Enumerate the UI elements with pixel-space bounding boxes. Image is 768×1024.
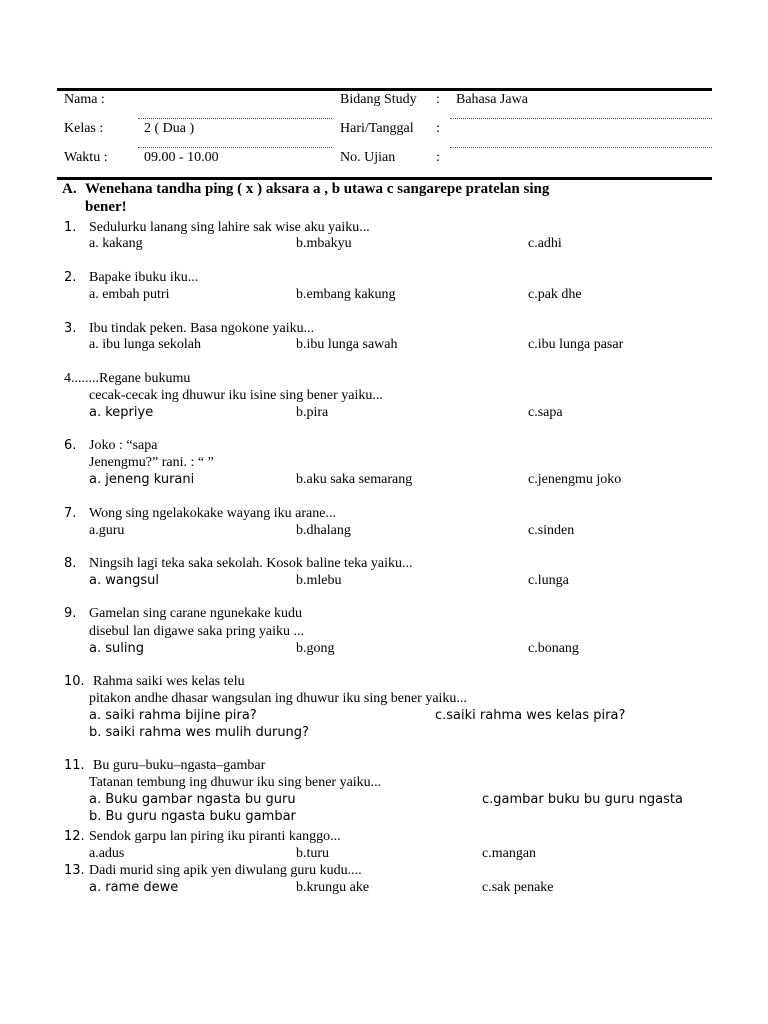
bidang-value: Bahasa Jawa	[456, 92, 528, 107]
ujian-label: No. Ujian	[340, 150, 396, 165]
option-a: a.adus	[89, 846, 125, 861]
question-number: 6.	[64, 438, 77, 453]
option-b: b.pira	[296, 405, 329, 420]
waktu-value: 09.00 - 10.00	[144, 150, 219, 165]
nama-label: Nama :	[64, 92, 105, 107]
question-text: 4........Regane bukumu	[64, 371, 191, 386]
section-instruction-line1: Wenehana tandha ping ( x ) aksara a , b utawa c sangarepe pratelan sing	[85, 181, 550, 197]
option-b: b.ibu lunga sawah	[296, 337, 398, 352]
question-number: 9.	[64, 606, 77, 621]
hari-colon: :	[436, 121, 440, 136]
nama-fill-line	[138, 118, 332, 119]
question-text: Ningsih lagi teka saka sekolah. Kosok baline teka yaiku...	[89, 556, 413, 571]
option-c: c.gambar buku bu guru ngasta	[482, 792, 683, 807]
option-c: c.bonang	[528, 641, 579, 656]
option-b: b.turu	[296, 846, 330, 861]
ujian-colon: :	[436, 150, 440, 165]
option-c: c.pak dhe	[528, 287, 582, 302]
question-text: Rahma saiki wes kelas telu	[93, 674, 245, 689]
option-c: c.sinden	[528, 523, 575, 538]
option-a: a. rame dewe	[89, 880, 179, 895]
option-a: a. ibu lunga sekolah	[89, 337, 201, 352]
question-number: 2.	[64, 270, 77, 285]
header-top-rule	[57, 88, 712, 91]
waktu-label: Waktu :	[64, 150, 108, 165]
question-text: Bu guru–buku–ngasta–gambar	[93, 758, 266, 773]
hari-fill-line	[450, 147, 712, 148]
option-b: b. Bu guru ngasta buku gambar	[89, 809, 296, 824]
option-c: c.saiki rahma wes kelas pira?	[435, 708, 626, 723]
question-text: Wong sing ngelakokake wayang iku arane...	[89, 506, 336, 521]
option-a: a. embah putri	[89, 287, 170, 302]
option-a: a. Buku gambar ngasta bu guru	[89, 792, 296, 807]
hari-label: Hari/Tanggal	[340, 121, 414, 136]
option-b: b.dhalang	[296, 523, 351, 538]
bidang-label: Bidang Study	[340, 92, 417, 107]
question-number: 10.	[64, 674, 85, 689]
header-bottom-rule	[57, 177, 712, 180]
section-letter: A.	[62, 181, 77, 197]
bidang-colon: :	[436, 92, 440, 107]
question-number: 7.	[64, 506, 77, 521]
kelas-fill-line	[138, 147, 332, 148]
option-c: c.mangan	[482, 846, 537, 861]
question-number: 13.	[64, 863, 85, 878]
kelas-label: Kelas :	[64, 121, 104, 136]
question-text: Sedulurku lanang sing lahire sak wise aku yaiku...	[89, 220, 370, 235]
option-a: a. jeneng kurani	[89, 472, 195, 487]
question-number: 12.	[64, 829, 85, 844]
question-number: 8.	[64, 556, 77, 571]
question-text-line2: Tatanan tembung ing dhuwur iku sing bener yaiku...	[89, 775, 382, 790]
option-a: a.guru	[89, 523, 125, 538]
question-text: Dadi murid sing apik yen diwulang guru kudu....	[89, 863, 362, 878]
option-c: c.jenengmu joko	[528, 472, 622, 487]
option-c: c.sak penake	[482, 880, 554, 895]
option-c: c.sapa	[528, 405, 563, 420]
question-number: 3.	[64, 321, 77, 336]
bidang-fill-line	[450, 118, 712, 119]
question-text-line2: cecak-cecak ing dhuwur iku isine sing bener yaiku...	[89, 388, 383, 403]
option-a: a. suling	[89, 641, 144, 656]
question-text: Gamelan sing carane ngunekake kudu	[89, 606, 303, 621]
option-b: b.aku saka semarang	[296, 472, 413, 487]
option-c: c.ibu lunga pasar	[528, 337, 624, 352]
option-a: a. wangsul	[89, 573, 159, 588]
option-b: b.krungu ake	[296, 880, 370, 895]
option-c: c.adhi	[528, 236, 562, 251]
question-text-line2: disebul lan digawe saka pring yaiku ...	[89, 624, 305, 639]
question-text-line2: Jenengmu?” rani. : “ ”	[89, 455, 214, 470]
kelas-value: 2 ( Dua )	[144, 121, 195, 136]
question-text-line2: pitakon andhe dhasar wangsulan ing dhuwur iku sing bener yaiku...	[89, 691, 467, 706]
question-text: Bapake ibuku iku...	[89, 270, 199, 285]
option-c: c.lunga	[528, 573, 569, 588]
option-a: a. kepriye	[89, 405, 154, 420]
question-number: 11.	[64, 758, 85, 773]
question-text: Ibu tindak peken. Basa ngokone yaiku...	[89, 321, 315, 336]
option-a: a. kakang	[89, 236, 143, 251]
question-number: 1.	[64, 220, 77, 235]
option-a: a. saiki rahma bijine pira?	[89, 708, 257, 723]
question-text: Joko : “sapa	[89, 438, 158, 453]
option-b: b. saiki rahma wes mulih durung?	[89, 725, 309, 740]
option-b: b.gong	[296, 641, 335, 656]
option-b: b.mlebu	[296, 573, 342, 588]
option-b: b.embang kakung	[296, 287, 396, 302]
question-text: Sendok garpu lan piring iku piranti kanggo...	[89, 829, 341, 844]
option-b: b.mbakyu	[296, 236, 352, 251]
section-instruction-line2: bener!	[85, 199, 127, 215]
